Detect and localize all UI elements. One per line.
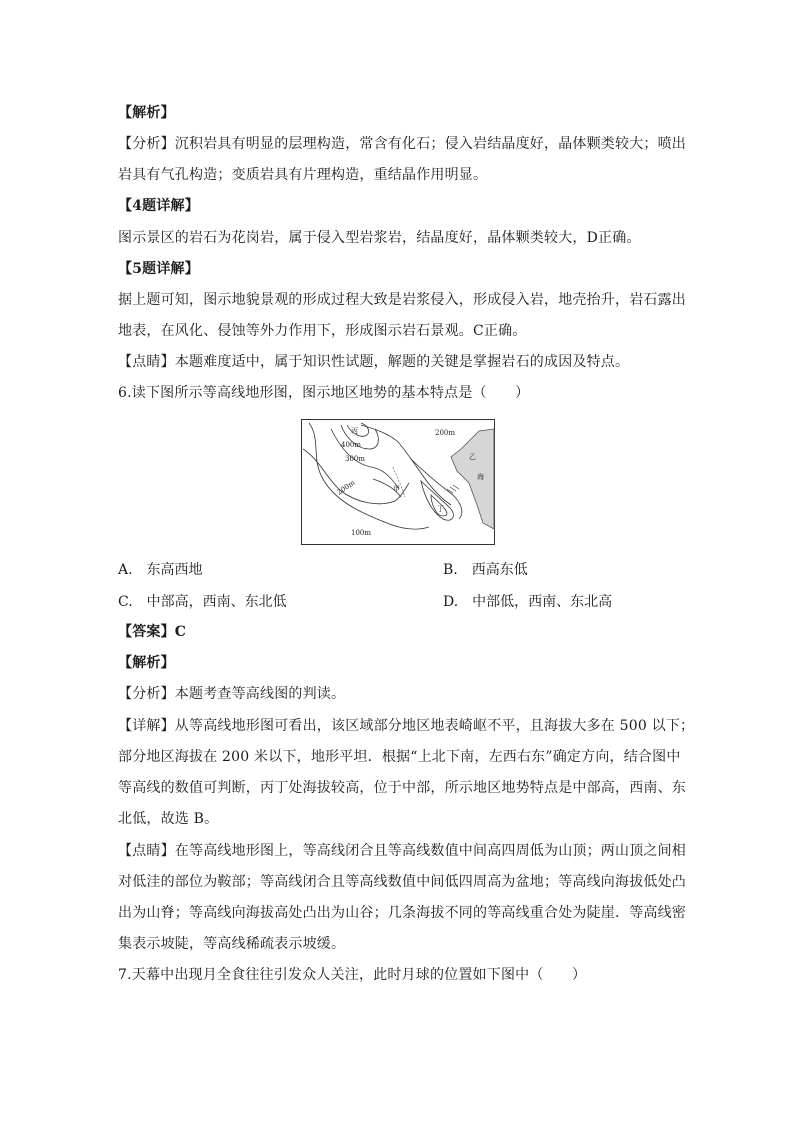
option-d: D. 中部低，西南、东北高 — [443, 594, 613, 610]
label-ding: 丁 — [437, 505, 444, 513]
q6-stem: 6.读下图所示等高线地形图，图示地区地势的基本特点是（ ） — [118, 385, 530, 401]
q6-detail-line-4: 北低，故选 B。 — [118, 811, 219, 827]
q4-detail-heading: 【4题详解】 — [118, 198, 199, 214]
q6-detail-line-2: 部分地区海拔在 200 米以下，地形平坦．根据“上北下南，左西右东”确定方向，结合图中 — [118, 749, 681, 765]
option-a: A. 东高西地 — [118, 562, 203, 578]
option-b: B. 西高东低 — [443, 562, 528, 578]
q6-detail-line-3: 等高线的数值可判断，丙丁处海拔较高，位于中部，所示地区地势特点是中部高，西南、东 — [118, 780, 686, 796]
label-200m-north: 200m — [435, 429, 455, 437]
q6-analysis: 【分析】本题考查等高线图的判读。 — [118, 686, 346, 702]
label-sea: 海 — [477, 473, 484, 481]
contour-map — [301, 419, 495, 545]
q6-explanation-heading: 【解析】 — [118, 655, 175, 671]
q4-detail-text: 图示景区的岩石为花岗岩，属于侵入型岩浆岩，结晶度好，晶体颗类较大，D正确。 — [118, 230, 641, 246]
analysis-line-2: 岩具有气孔构造；变质岩具有片理构造，重结晶作用明显。 — [118, 167, 488, 183]
label-400m: 400m — [341, 441, 361, 449]
map-frame — [302, 420, 495, 545]
q6-detail-line-1: 【详解】从等高线地形图可看出，该区域部分地区地表崎岖不平，且海拔大多在 500 以下； — [118, 718, 695, 734]
q5-detail-line-2: 地表，在风化、侵蚀等外力作用下，形成图示岩石景观。C正确。 — [118, 323, 527, 339]
q5-comment: 【点睛】本题难度适中，属于知识性试题，解题的关键是掌握岩石的成因及特点。 — [118, 354, 630, 370]
label-100m: 100m — [351, 529, 371, 537]
label-300m: 300m — [345, 455, 365, 463]
explanation-heading: 【解析】 — [118, 105, 175, 121]
q6-tip-line-1: 【点睛】在等高线地形图上，等高线闭合且等高线数值中间高四周低为山顶；两山顶之间相 — [118, 843, 686, 859]
label-jia: 甲 — [393, 485, 400, 493]
q6-tip-line-4: 集表示坡陡，等高线稀疏表示坡缓。 — [118, 936, 346, 952]
q7-stem: 7.天幕中出现月全食往往引发众人关注，此时月球的位置如下图中（ ） — [118, 967, 587, 983]
q6-tip-line-3: 出为山脊；等高线向海拔高处凸出为山谷；几条海拔不同的等高线重合处为陡崖．等高线密 — [118, 905, 686, 921]
label-bing: 丙 — [351, 427, 358, 435]
q6-tip-line-2: 对低洼的部位为鞍部；等高线闭合且等高线数值中间低四周高为盆地；等高线向海拔低处凸 — [118, 874, 686, 890]
analysis-line-1: 【分析】沉积岩具有明显的层理构造，常含有化石；侵入岩结晶度好，晶体颗类较大；喷出 — [118, 136, 686, 152]
answer-label: 【答案】C — [118, 624, 187, 640]
q5-detail-line-1: 据上题可知，图示地貌景观的形成过程大致是岩浆侵入，形成侵入岩，地壳抬升，岩石露出 — [118, 292, 686, 308]
label-200m-west: 200m — [335, 478, 357, 497]
contour-map-svg — [301, 419, 495, 545]
label-yi: 乙 — [469, 453, 476, 461]
option-c: C. 中部高，西南、东北低 — [118, 594, 287, 610]
q5-detail-heading: 【5题详解】 — [118, 261, 199, 277]
